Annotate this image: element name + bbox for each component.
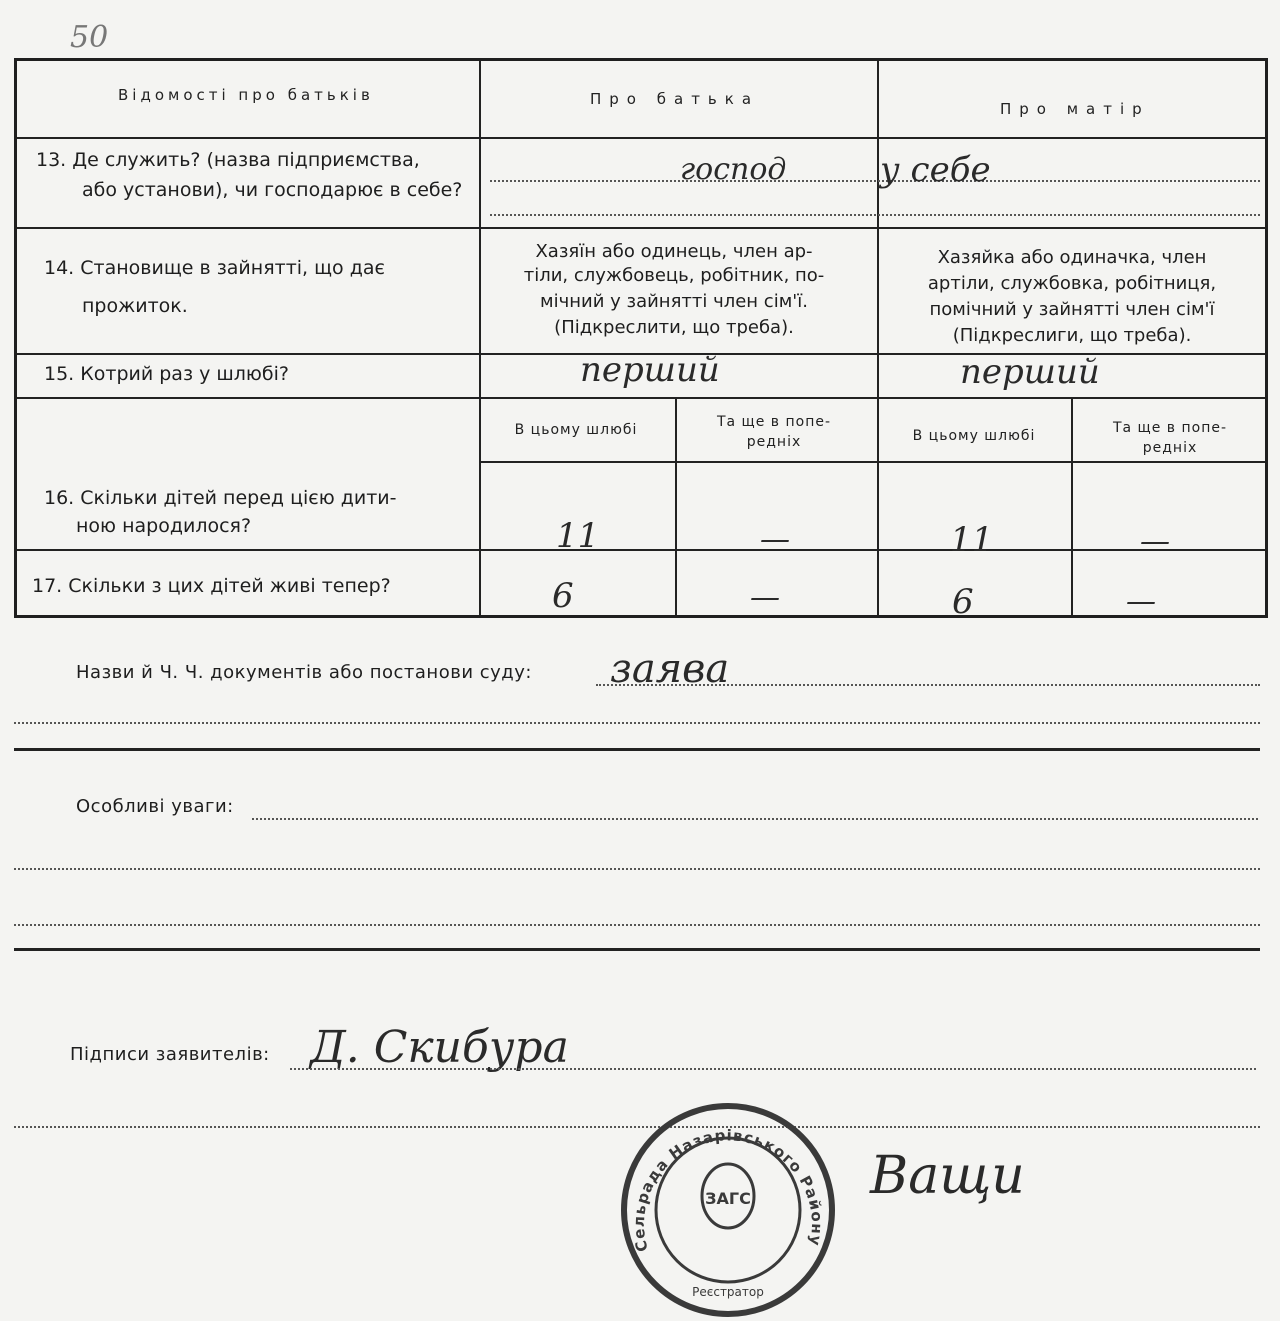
header-father: Про батька (590, 90, 760, 108)
q13-mother-answer: у себе (880, 150, 991, 190)
q16-father-prev: — (760, 522, 790, 557)
q13-father-answer: господ (680, 152, 787, 187)
documents-label: Назви й Ч. Ч. документів або постанови суду: (76, 662, 532, 683)
col-divider (877, 61, 879, 615)
q14-mother-opt2: артіли, службовка, робітниця, (927, 273, 1217, 294)
documents-answer-line (596, 684, 1260, 686)
applicant-signature: Д. Скибура (310, 1022, 569, 1073)
q15-mother-answer: перший (960, 352, 1100, 392)
q17-mother-prev: — (1126, 584, 1156, 619)
page-number: 50 (70, 20, 109, 55)
q14-mother-opt4: (Підкреслиги, що треба). (952, 325, 1192, 346)
header-info: Відомості про батьків (118, 86, 374, 104)
section-divider-2 (14, 948, 1260, 951)
q17-father-this: 6 (552, 576, 574, 616)
sub-header-divider (479, 461, 1265, 463)
sub-father-previous-1: Та ще в попе- (716, 414, 832, 430)
q14-father-opt1: Хазяїн або одинець, член ар- (535, 241, 813, 262)
row-divider (17, 137, 1265, 139)
q14-line2: прожиток. (82, 295, 188, 317)
sub-father-previous-2: редніх (746, 434, 802, 450)
row-divider (17, 227, 1265, 229)
stamp-inner-text: ЗАГС (705, 1189, 751, 1208)
row-divider (17, 549, 1265, 551)
q14-mother-opt3: помічний у зайнятті член сім'ї (929, 299, 1215, 320)
stamp-outer-text: Сельрада Назарівського Району (629, 1126, 827, 1254)
documents-line-2 (14, 722, 1260, 724)
q17: 17. Скільки з цих дітей живі тепер? (32, 575, 391, 597)
sub-father-this-marriage: В цьому шлюбі (514, 422, 638, 438)
q13-line1: 13. Де служить? (назва підприємства, (36, 149, 420, 171)
q13-answer-line-2 (490, 214, 1260, 216)
q16-father-this: 11 (556, 516, 600, 556)
section-divider (14, 748, 1260, 751)
sub-mother-previous-2: редніх (1142, 440, 1198, 456)
signatures-label: Підписи заявителів: (70, 1044, 270, 1065)
q16-line2: ною народилося? (76, 515, 252, 537)
col-divider (479, 61, 481, 615)
q13-line2: або установи), чи господарює в себе? (82, 179, 463, 201)
q13-answer-line (490, 180, 1260, 182)
q14-mother-opt1: Хазяйка або одиначка, член (937, 247, 1207, 268)
stamp-registrar-text: Реєстратор (692, 1285, 764, 1299)
notes-line-3 (14, 924, 1260, 926)
documents-value: заява (610, 646, 730, 692)
q14-line1: 14. Становище в зайнятті, що дає (44, 257, 385, 279)
official-stamp (618, 1100, 838, 1320)
signature-line (290, 1068, 1256, 1070)
q15: 15. Котрий раз у шлюбі? (44, 363, 289, 385)
q17-mother-this: 6 (952, 582, 974, 622)
q14-father-opt4: (Підкреслити, що треба). (554, 317, 794, 338)
q16-mother-this: 11 (950, 520, 994, 560)
header-mother: Про матір (1000, 100, 1150, 118)
q17-father-prev: — (750, 580, 780, 615)
q16-line1: 16. Скільки дітей перед цією дити- (44, 487, 397, 509)
q16-mother-prev: — (1140, 524, 1170, 559)
notes-label: Особливі уваги: (76, 796, 234, 817)
sub-mother-previous-1: Та ще в попе- (1112, 420, 1228, 436)
notes-line-2 (14, 868, 1260, 870)
registrar-signature: Ващи (870, 1146, 1025, 1206)
row-divider (17, 397, 1265, 399)
q15-father-answer: перший (580, 350, 720, 390)
q14-father-opt3: мічний у зайнятті член сім'ї. (540, 291, 808, 312)
notes-line-1 (252, 818, 1258, 820)
q14-father-opt2: тіли, службовець, робітник, по- (523, 265, 825, 286)
sub-mother-this-marriage: В цьому шлюбі (912, 428, 1036, 444)
